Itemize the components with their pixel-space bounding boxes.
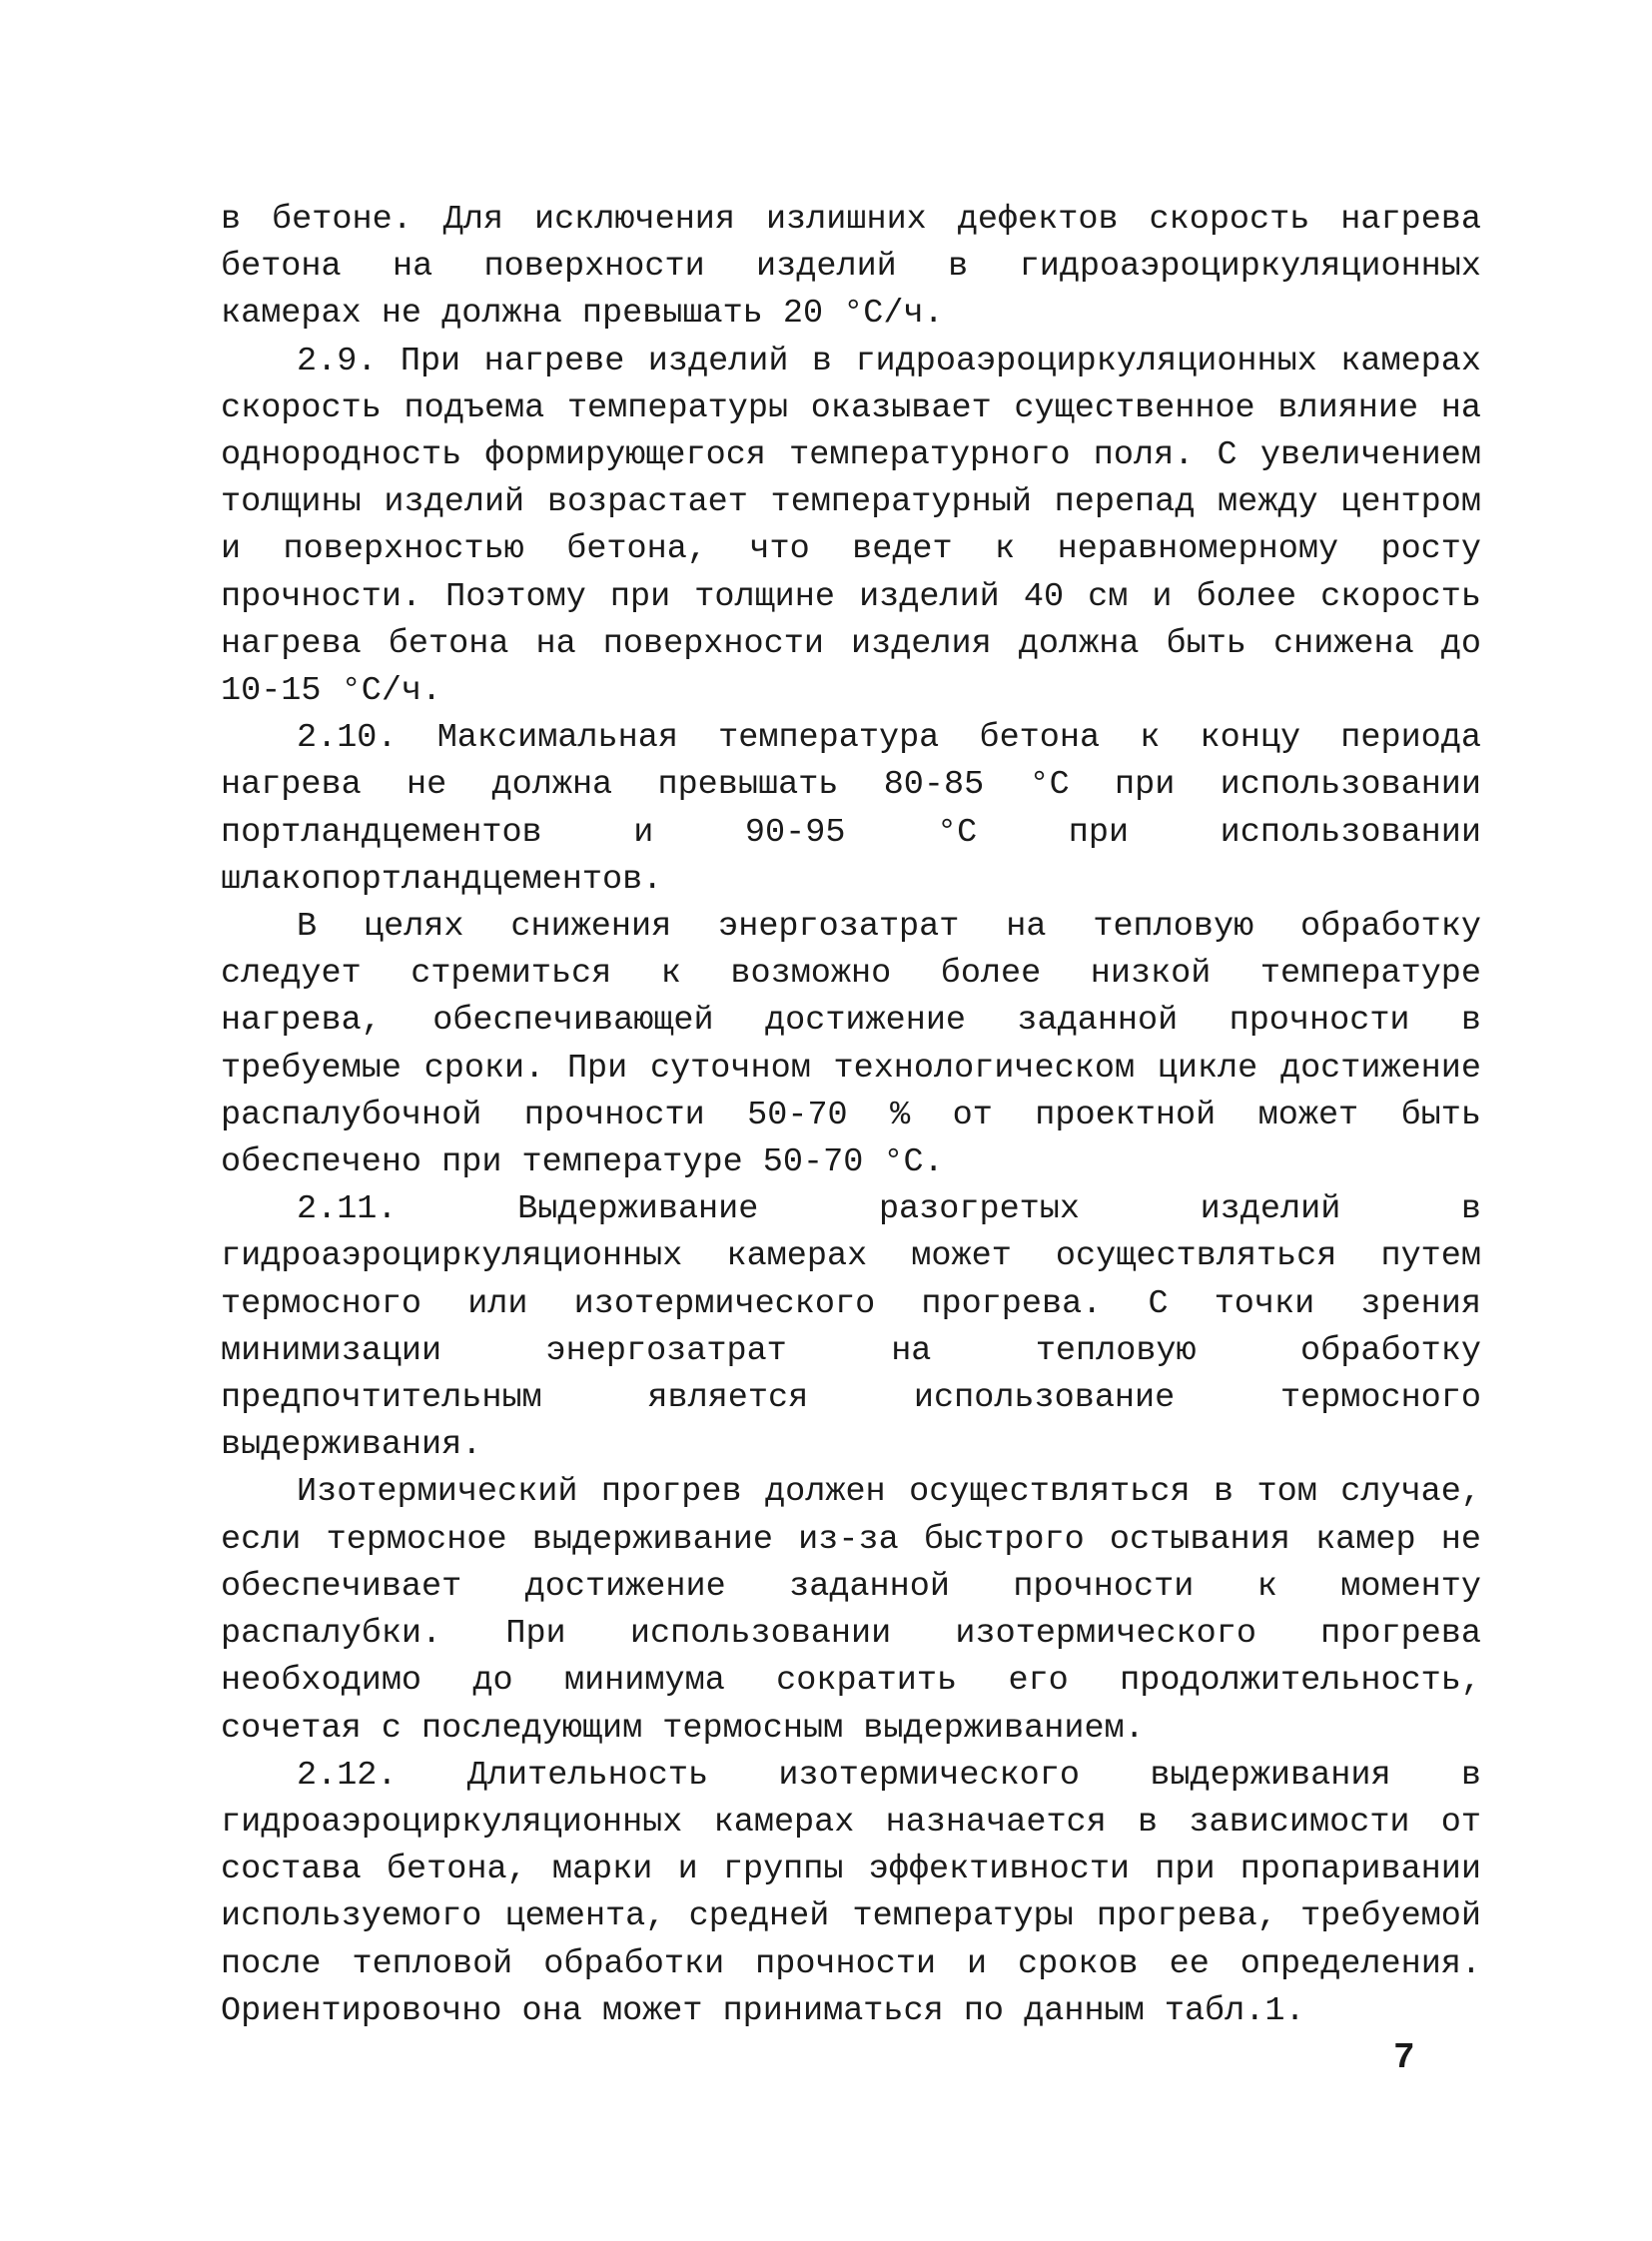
body-text [221,197,1481,2035]
page-number: 7 [1393,2037,1415,2078]
paragraph-isothermal: Изотермический прогрев должен осуществляться в том случае, если термосное выдерживание из-за быстрого остывания камер не обеспечивает достижение заданной прочности к моменту распалубки. При использовании изотермического прогрева необходимо до минимума сократить его продолжительность, сочетая с последующим термосным выдерживанием. [221,1473,1481,1748]
paragraph-2-10: 2.10. Максимальная температура бетона к концу периода нагрева не должна превышать 80-85 °С при использовании портландцементов и 90-95 °С при использовании шлакопортландцементов. [221,719,1481,899]
paragraph-2-12: 2.12. Длительность изотермического выдерживания в гидроаэроциркуляционных камерах назначается в зависимости от состава бетона, марки и группы эффективности при пропаривании используемого цемента, средней температуры прогрева, требуемой после тепловой обработки прочности и сроков ее определения. Ориентировочно она может приниматься по данным табл.1. [221,1756,1481,2030]
paragraph-2-11: 2.11. Выдерживание разогретых изделий в гидроаэроциркуляционных камерах может осуществляться путем термосного или изотермического прогрева. С точки зрения минимизации энергозатрат на тепловую обработку предпочтительным является использование термосного выдерживания. [221,1190,1481,1465]
paragraph-energy-saving: В целях снижения энергозатрат на тепловую обработку следует стремиться к возможно более низкой температуре нагрева, обеспечивающей достижение заданной прочности в требуемые сроки. При суточном технологическом цикле достижение распалубочной прочности 50-70 % от проектной может быть обеспечено при температуре 50-70 °С. [221,908,1481,1182]
paragraph-2-9: 2.9. При нагреве изделий в гидроаэроциркуляционных камерах скорость подъема температуры оказывает существенное влияние на однородность формирующегося температурного поля. С увеличением толщины изделий возрастает температурный перепад между центром и поверхностью бетона, что ведет к неравномерному росту прочности. Поэтому при толщине изделий 40 см и более скорость нагрева бетона на поверхности изделия должна быть снижена до 10-15 °С/ч. [221,342,1481,711]
paragraph-continuation: в бетоне. Для исключения излишних дефектов скорость нагрева бетона на поверхности изделий в гидроаэроциркуляционных камерах не должна превышать 20 °С/ч. [221,201,1481,334]
